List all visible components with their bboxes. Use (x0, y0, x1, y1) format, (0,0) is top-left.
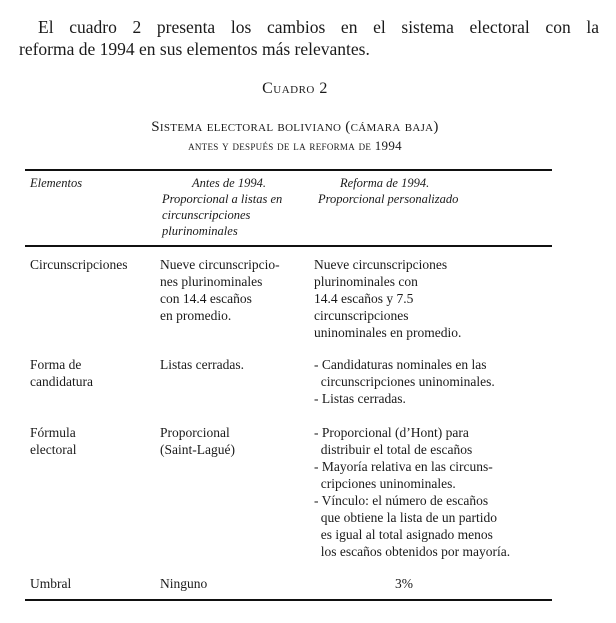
header-antes (162, 175, 282, 239)
cell-line: Umbral (30, 576, 72, 591)
bottom-rule (25, 599, 552, 601)
cell-line: electoral (30, 442, 77, 457)
cell-line: circunscripciones uninominales. (314, 374, 495, 389)
row-candidatura-element (30, 356, 93, 390)
row-candidatura-before (160, 356, 244, 373)
cell-line: en promedio. (160, 308, 232, 323)
cell-line: circunscripciones (162, 208, 251, 222)
cell-line: (Saint-Lagué) (160, 442, 235, 457)
cell-line: - Mayoría relativa en las circuns- (314, 459, 493, 474)
cell-line: Listas cerradas. (160, 357, 244, 372)
cell-line: que obtiene la lista de un partido (314, 510, 497, 525)
header-elementos (30, 175, 82, 191)
cell-line: Reforma de 1994. (340, 176, 430, 190)
cell-line: con 14.4 escaños (160, 291, 252, 306)
cell-line: Nueve circunscripcio- (160, 257, 280, 272)
cell-line: uninominales en promedio. (314, 325, 462, 340)
table-label: Cuadro 2 (262, 80, 328, 97)
header-rule (25, 245, 552, 247)
cell-line: Circunscripciones (30, 257, 128, 272)
row-candidatura-after (314, 356, 495, 407)
row-circunscripciones-before (160, 256, 280, 324)
cell-line: Antes de 1994. (192, 176, 266, 190)
row-formula-before (160, 424, 235, 458)
row-umbral-element (30, 575, 71, 592)
row-formula-element (30, 424, 76, 458)
cell-line: Proporcional (160, 425, 230, 440)
cell-line: - Listas cerradas. (314, 391, 406, 406)
cell-line: Fórmula (30, 425, 76, 440)
cell-line: - Proporcional (d’Hont) para (314, 425, 469, 440)
row-umbral-before (160, 575, 207, 592)
intro-paragraph (19, 16, 599, 60)
cell-line: distribuir el total de escaños (314, 442, 473, 457)
cell-line: plurinominales (162, 224, 238, 238)
cell-line: plurinominales con (314, 274, 418, 289)
cell-line: Nueve circunscripciones (314, 257, 448, 272)
table-title: Sistema electoral boliviano (cámara baja) (151, 119, 439, 135)
row-circunscripciones-element (30, 256, 127, 273)
cell-line: 3% (395, 576, 413, 591)
cell-line: Proporcional a listas en (162, 192, 283, 206)
intro-line: reforma de 1994 en sus elementos más relevantes. (19, 39, 370, 59)
top-rule (25, 169, 552, 171)
cell-line: - Candidaturas nominales en las (314, 357, 487, 372)
cell-line: circunscripciones (314, 308, 409, 323)
cell-line: cripciones uninominales. (314, 476, 456, 491)
cell-line: los escaños obtenidos por mayoría. (314, 544, 511, 559)
intro-line: El cuadro 2 presenta los cambios en el sistema electoral con la (38, 17, 599, 37)
header-reforma (318, 175, 458, 207)
cell-line: Elementos (30, 176, 83, 190)
cell-line: candidatura (30, 374, 93, 389)
table-subtitle: antes y después de la reforma de 1994 (188, 138, 402, 153)
cell-line: Ninguno (160, 576, 208, 591)
cell-line: Proporcional personalizado (318, 192, 459, 206)
cell-line: - Vínculo: el número de escaños (314, 493, 489, 508)
cell-line: 14.4 escaños y 7.5 (314, 291, 414, 306)
row-umbral-after (395, 575, 413, 592)
cell-line: Forma de (30, 357, 82, 372)
cell-line: nes plurinominales (160, 274, 263, 289)
row-formula-after (314, 424, 510, 560)
row-circunscripciones-after (314, 256, 461, 341)
cell-line: es igual al total asignado menos (314, 527, 493, 542)
